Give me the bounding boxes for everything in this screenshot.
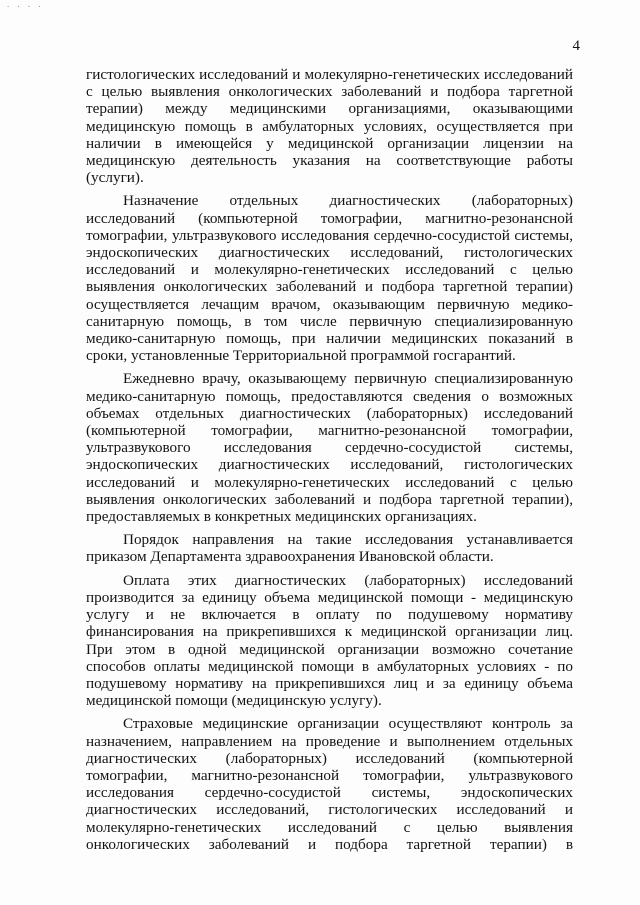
- paragraph-payment: Оплата этих диагностических (лабораторных) исследований производится за единицу объема медицинской помощи - медицинскую услугу и не включается в оплату по подушевому нормативу финансирования на прикрепившихся к медицинской организации лиц. При этом в одной медицинской организации возможно сочетание способов оплаты медицинской помощи в амбулаторных условиях - по подушевому нормативу на прикрепившихся лиц и за единицу объема медицинской помощи (медицинскую услугу).: [86, 571, 573, 710]
- scan-mark: · · · ·: [6, 3, 43, 11]
- paragraph-insurance-control: Страховые медицинские организации осуществляют контроль за назначением, направлением на проведение и выполнением отдельных диагностических (лабораторных) исследований (компьютерной томографии, магнитно-резонансной томографии, ультразвукового исследования сердечно-сосудистой системы, эндоскопических диагностических исследований, гистологических исследований и молекулярно-генетических исследований с целью выявления онкологических заболеваний и подбора таргетной терапии) в: [86, 715, 573, 853]
- body-text: [86, 66, 573, 853]
- paragraph-diagnostic-assignment: Назначение отдельных диагностических (лабораторных) исследований (компьютерной томографии, магнитно-резонансной томографии, ультразвукового исследования сердечно-сосудистой системы, эндоскопических диагностических исследований, гистологических исследований и молекулярно-генетических исследований с целью выявления онкологических заболеваний и подбора таргетной терапии) осуществляется лечащим врачом, оказывающим первичную медико-санитарную помощь, в том числе первичную специализированную медико-санитарную помощь, при наличии медицинских показаний в сроки, установленные Территориальной программой госгарантий.: [86, 192, 573, 365]
- paragraph-continuation: гистологических исследований и молекулярно-генетических исследований с целью выявления онкологических заболеваний и подбора таргетной терапии) между медицинскими организациями, оказывающими медицинскую помощь в амбулаторных условиях, осуществляется при наличии в имеющейся у медицинской организации лицензии на медицинскую деятельность указания на соответствующие работы (услуги).: [86, 66, 573, 187]
- paragraph-daily-information: Ежедневно врачу, оказывающему первичную специализированную медико-санитарную помощь, предоставляются сведения о возможных объемах отдельных диагностических (лабораторных) исследований (компьютерной томографии, магнитно-резонансной томографии, ультразвукового исследования сердечно-сосудистой системы, эндоскопических диагностических исследований, гистологических исследований и молекулярно-генетических исследований с целью выявления онкологических заболеваний и подбора таргетной терапии), предоставляемых в конкретных медицинских организациях.: [86, 370, 573, 526]
- page-number: 4: [572, 38, 580, 54]
- paragraph-referral-order: Порядок направления на такие исследования устанавливается приказом Департамента здравоохранения Ивановской области.: [86, 531, 573, 566]
